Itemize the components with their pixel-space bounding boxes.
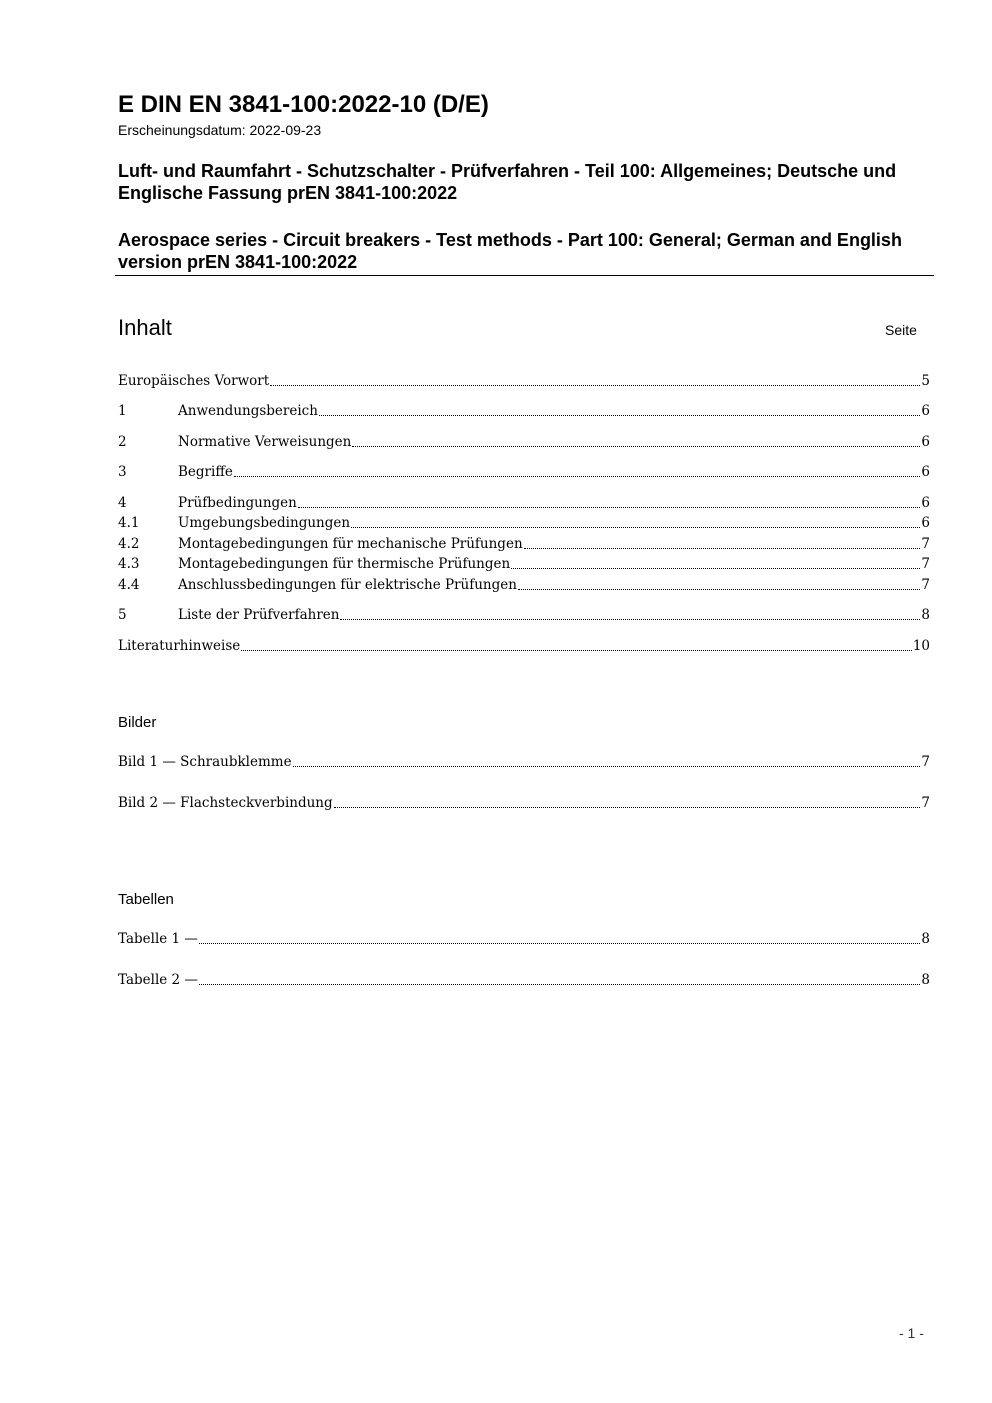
toc-entry-number: 1 [118, 403, 127, 419]
toc-entry-text: Montagebedingungen für mechanische Prüfungen [178, 536, 523, 552]
toc-leader [319, 415, 920, 416]
toc-entry-number: 4.2 [118, 536, 140, 552]
toc-entry-page: 6 [921, 434, 930, 450]
toc-page-label: Seite [885, 322, 917, 338]
toc-entry-text: Prüfbedingungen [178, 495, 297, 511]
toc-entry[interactable] [118, 514, 930, 532]
toc-entry[interactable] [118, 433, 930, 451]
toc-entry-page: 6 [921, 464, 930, 480]
table-entry-page: 8 [921, 931, 930, 947]
toc-entry-number: 3 [118, 464, 127, 480]
tables-heading: Tabellen [118, 891, 174, 908]
figure-entry-text: Bild 1 — Schraubklemme [118, 754, 292, 770]
toc-entry[interactable] [118, 606, 930, 624]
toc-entry[interactable] [118, 535, 930, 553]
toc-leader [199, 943, 920, 944]
figures-heading: Bilder [118, 714, 157, 731]
toc-entry[interactable] [118, 463, 930, 481]
toc-entry[interactable] [118, 637, 930, 655]
page-number: - 1 - [899, 1325, 924, 1341]
table-entry[interactable] [118, 930, 930, 948]
figure-entry[interactable] [118, 794, 930, 812]
toc-entry-text: Literaturhinweise [118, 638, 241, 654]
toc-entry-text: Montagebedingungen für thermische Prüfungen [178, 556, 511, 572]
figure-entry-page: 7 [921, 795, 930, 811]
toc-entry-number: 4.1 [118, 515, 140, 531]
table-entry-page: 8 [921, 972, 930, 988]
toc-entry-page: 6 [921, 495, 930, 511]
figure-entry-text: Bild 2 — Flachsteckverbindung [118, 795, 333, 811]
toc-heading: Inhalt [118, 315, 172, 340]
toc-entry-number: 5 [118, 607, 127, 623]
toc-leader [340, 619, 920, 620]
toc-leader [270, 385, 920, 386]
toc-entry-number: 4.3 [118, 556, 140, 572]
toc-entry-page: 8 [921, 607, 930, 623]
toc-leader [351, 527, 920, 528]
toc-entry-page: 7 [921, 577, 930, 593]
toc-entry-page: 10 [912, 638, 930, 654]
toc-entry-number: 4 [118, 495, 127, 511]
toc-entry-number: 2 [118, 434, 127, 450]
subtitle-german: Luft- und Raumfahrt - Schutzschalter - Prüfverfahren - Teil 100: Allgemeines; Deutsche und Englische Fassung prEN 3841-100:2022 [118, 161, 897, 203]
toc-entry-text: Europäisches Vorwort [118, 373, 270, 389]
table-entry-text: Tabelle 1 — [118, 931, 198, 947]
toc-entry-text: Begriffe [178, 464, 233, 480]
toc-entry[interactable] [118, 576, 930, 594]
toc-entry-page: 7 [921, 556, 930, 572]
publication-date: Erscheinungsdatum: 2022-09-23 [118, 122, 322, 138]
document-title: E DIN EN 3841-100:2022-10 (D/E) [118, 91, 489, 118]
toc-leader [298, 507, 921, 508]
toc-entry-page: 7 [921, 536, 930, 552]
toc-entry[interactable] [118, 555, 930, 573]
figure-entry-page: 7 [921, 754, 930, 770]
toc-entry[interactable] [118, 402, 930, 420]
toc-entry-page: 6 [921, 403, 930, 419]
toc-leader [241, 650, 912, 651]
toc-entry[interactable] [118, 494, 930, 512]
toc-entry-text: Anwendungsbereich [178, 403, 318, 419]
toc-entry-text: Umgebungsbedingungen [178, 515, 351, 531]
figure-entry[interactable] [118, 753, 930, 771]
toc-leader [524, 548, 921, 549]
toc-leader [199, 984, 920, 985]
toc-leader [518, 589, 920, 590]
toc-entry-text: Liste der Prüfverfahren [178, 607, 340, 623]
toc-entry-text: Normative Verweisungen [178, 434, 352, 450]
toc-leader [293, 766, 921, 767]
toc-leader [511, 568, 920, 569]
table-entry-text: Tabelle 2 — [118, 972, 198, 988]
toc-leader [334, 807, 921, 808]
header-divider [115, 275, 934, 276]
toc-entry-number: 4.4 [118, 577, 140, 593]
toc-leader [352, 446, 920, 447]
table-entry[interactable] [118, 971, 930, 989]
subtitle-english: Aerospace series - Circuit breakers - Test methods - Part 100: General; German and English version prEN 3841-100:2022 [118, 230, 902, 272]
toc-entry[interactable] [118, 372, 930, 390]
toc-leader [234, 476, 921, 477]
toc-entry-text: Anschlussbedingungen für elektrische Prüfungen [178, 577, 517, 593]
toc-entry-page: 5 [921, 373, 930, 389]
toc-entry-page: 6 [921, 515, 930, 531]
